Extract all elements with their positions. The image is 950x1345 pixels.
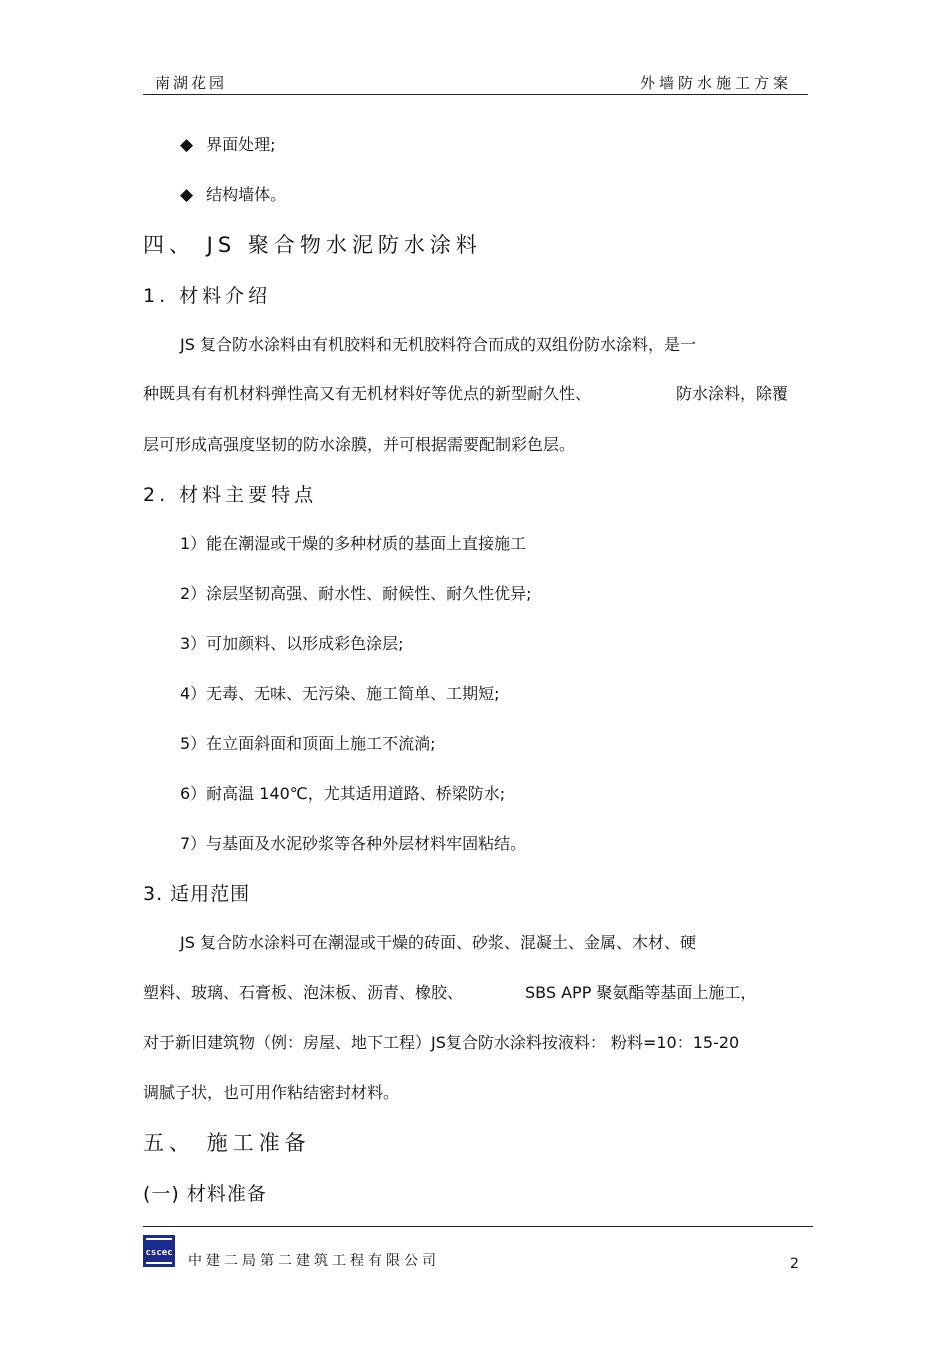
subsection-features-heading: 2. 材料主要特点 xyxy=(143,484,318,506)
header-project-name: 南湖花园 xyxy=(155,74,228,92)
paragraph-line-continued: 防水涂料，除覆 xyxy=(676,384,789,403)
feature-item: 5）在立面斜面和顶面上施工不流淌; xyxy=(180,734,436,753)
footer-company-name: 中建二局第二建筑工程有限公司 xyxy=(188,1253,440,1269)
header-document-title: 外墙防水施工方案 xyxy=(640,74,793,92)
feature-item: 3）可加颜料、以形成彩色涂层; xyxy=(180,634,404,653)
diamond-bullet-icon: ◆ xyxy=(180,185,194,205)
subsection-material-preparation-heading: (一) 材料准备 xyxy=(143,1183,267,1205)
feature-item: 4）无毒、无味、无污染、施工简单、工期短; xyxy=(180,684,500,703)
footer-divider xyxy=(143,1226,813,1227)
section-4-heading: 四、 JS 聚合物水泥防水涂料 xyxy=(143,233,482,257)
paragraph-line-continued: SBS APP 聚氨酯等基面上施工， xyxy=(525,983,757,1002)
feature-item: 2）涂层坚韧高强、耐水性、耐候性、耐久性优异; xyxy=(180,584,532,603)
feature-item: 6）耐高温 140℃，尤其适用道路、桥梁防水; xyxy=(180,784,506,803)
paragraph-line: JS 复合防水涂料可在潮湿或干燥的砖面、砂浆、混凝土、金属、木材、硬 xyxy=(180,933,696,952)
logo-lettering: cscec xyxy=(145,1248,173,1258)
subsection-scope-heading: 3. 适用范围 xyxy=(143,883,251,905)
bullet-item xyxy=(180,132,276,155)
diamond-bullet-icon: ◆ xyxy=(180,135,194,155)
header-divider xyxy=(143,94,808,95)
paragraph-line: JS 复合防水涂料由有机胶料和无机胶料符合而成的双组份防水涂料，是一 xyxy=(180,335,696,354)
company-logo xyxy=(143,1235,175,1267)
bullet-text: 结构墙体。 xyxy=(206,185,287,204)
feature-item: 1）能在潮湿或干燥的多种材质的基面上直接施工 xyxy=(180,534,527,553)
bullet-item xyxy=(180,182,286,205)
paragraph-line: 调腻子状，也可用作粘结密封材料。 xyxy=(143,1083,400,1102)
subsection-material-intro-heading: 1. 材料介绍 xyxy=(143,285,272,307)
paragraph-line: 塑料、玻璃、石膏板、泡沫板、沥青、橡胶、 xyxy=(143,983,464,1002)
section-5-heading: 五、 施工准备 xyxy=(143,1131,311,1155)
bullet-text: 界面处理; xyxy=(206,135,276,154)
cscec-logo-icon xyxy=(143,1235,175,1267)
page-number: 2 xyxy=(790,1256,799,1272)
paragraph-line: 层可形成高强度坚韧的防水涂膜，并可根据需要配制彩色层。 xyxy=(143,435,576,454)
paragraph-line: 种既具有有机材料弹性高又有无机材料好等优点的新型耐久性、 xyxy=(143,384,592,403)
paragraph-line: 对于新旧建筑物（例：房屋、地下工程）JS复合防水涂料按液料： 粉料=10：15-20 xyxy=(143,1033,740,1052)
feature-item: 7）与基面及水泥砂浆等各种外层材料牢固粘结。 xyxy=(180,834,527,853)
